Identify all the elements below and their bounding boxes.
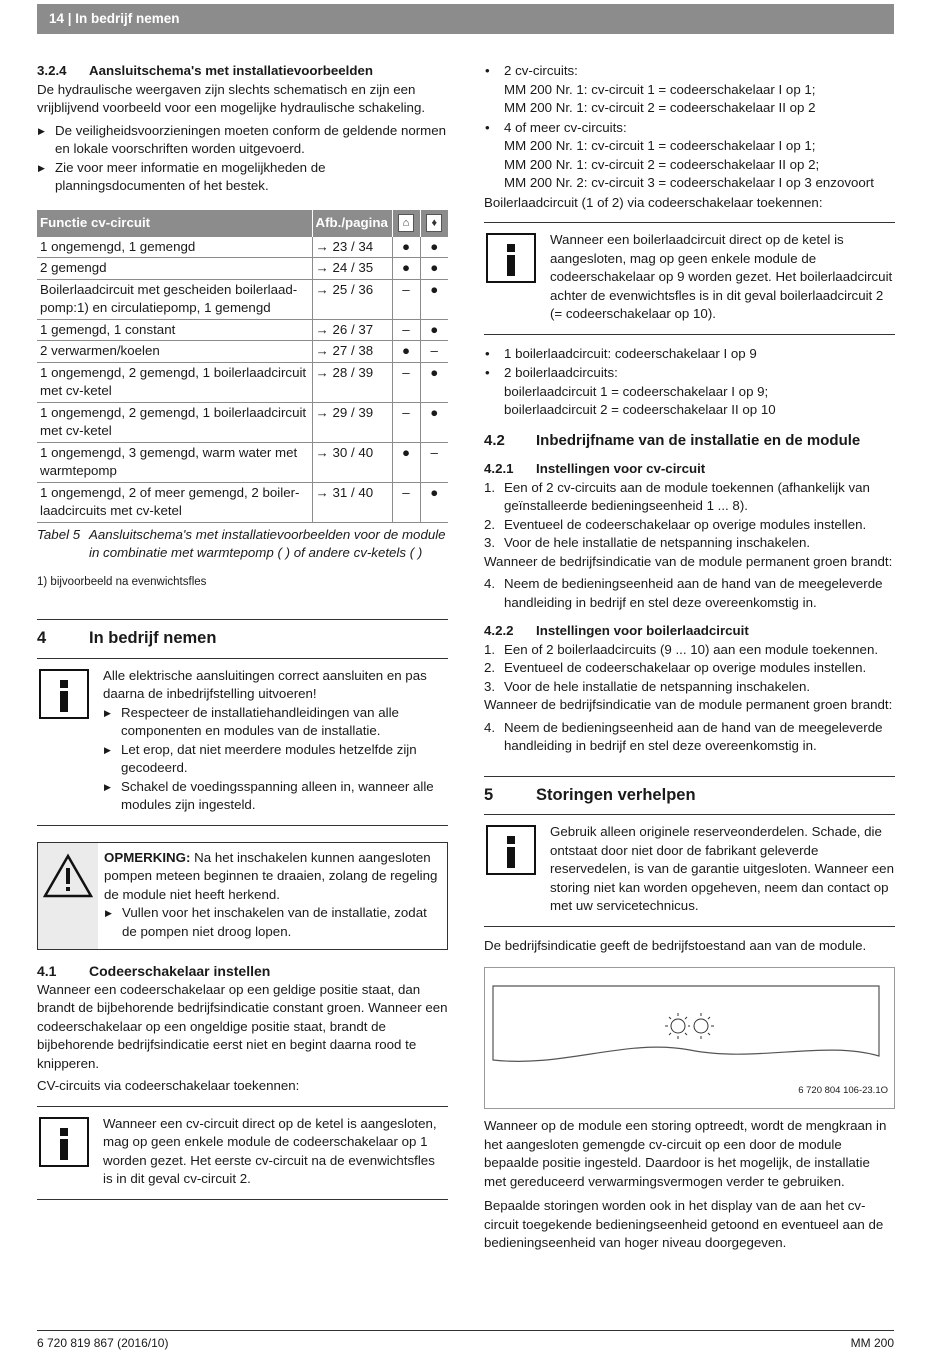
section-4-1-text: Wanneer een codeerschakelaar op een geldige positie staat, dan brandt de bijbehorende bedrijfsindicatie constant groen. Wanneer een codeerschakelaar op een ongeldige positie staat, brandt de bijbehorende bedrijfsindicatie eerst niet en begint daarna rood te knipperen.	[37, 981, 448, 1071]
section-5-heading: 5 Storingen verhelpen	[484, 785, 696, 804]
section-5-text1: De bedrijfsindicatie geeft de bedrijfstoestand aan van de module.	[484, 937, 867, 953]
flame-icon: ♦	[426, 214, 442, 232]
figure-code: 6 720 804 106-23.1O	[798, 1084, 888, 1096]
list-item: • 1 boilerlaadcircuit: codeerschakelaar I op 9	[484, 345, 895, 364]
left-column	[37, 62, 448, 1200]
list-item: 4. Neem de bedieningseenheid aan de hand van de meegeleverde handleiding in bedrijf en stel deze overeenkomstig in.	[484, 719, 883, 753]
col-header-function: Functie cv-circuit	[37, 210, 312, 237]
cv-circuit-list	[484, 62, 895, 193]
section-5-text3: Bepaalde storingen worden ook in het display van de aan het cv-circuit toegekende bedieningseenheid getoond en eventueel aan de bedieningseenheid van hoger niveau doorgegeven.	[484, 1198, 884, 1250]
section-4-1-text2: CV-circuits via codeerschakelaar toekennen:	[37, 1078, 300, 1093]
connection-schema-table	[37, 210, 448, 523]
boiler-intro: Boilerlaadcircuit (1 of 2) via codeerschakelaar toekennen:	[484, 194, 823, 210]
list-item: 2. Eventueel de codeerschakelaar op overige modules instellen.	[484, 660, 867, 675]
table-row: 1 ongemengd, 3 gemengd, warm water met warmtepomp → 30 / 40 ● –	[37, 442, 448, 482]
table-row: Boilerlaadcircuit met gescheiden boilerlaad-pomp:1) en circulatiepomp, 1 gemengd → 25 / 36 – ●	[37, 279, 448, 319]
section-3-2-4-intro: De hydraulische weergaven zijn slechts schematisch en zijn een vrijblijvend voorbeeld voor een mogelijke hydraulische schakeling.	[37, 81, 426, 115]
warning-note: OPMERKING: Na het inschakelen kunnen aangesloten pompen meteen beginnen te draaien, zolang de regeling de module niet heeft herkend. ▶ Vullen voor het inschakelen van de installatie, zodat de pompen niet droog lopen.	[37, 842, 448, 951]
list-item: 2. Eventueel de codeerschakelaar op overige modules instellen.	[484, 516, 867, 532]
section-5-text2: Wanneer op de module een storing optreedt, wordt de mengkraan in het aangesloten gemengde cv-circuit op een door de module bepaalde positie ingesteld. Daardoor is het mogelijk, de installatie met gereduceerd verwarmingsvermogen verder te gebruiken.	[484, 1118, 887, 1189]
section-4-2-2-steps	[484, 641, 895, 697]
list-item: ▶ Vullen voor het inschakelen van de installatie, zodat de pompen niet droog lopen.	[104, 904, 441, 941]
footer-product: MM 200	[850, 1336, 894, 1350]
table-row: 2 verwarmen/koelen → 27 / 38 ● –	[37, 341, 448, 363]
section-4-2-2-heading: 4.2.2 Instellingen voor boilerlaadcircuit	[484, 623, 749, 638]
list-item: 1. Een of 2 cv-circuits aan de module toekennen (afhankelijk van geïnstalleerde bedieningseenheid 1 ... 8).	[484, 479, 870, 513]
list-item: • 2 cv-circuits: MM 200 Nr. 1: cv-circuit 1 = codeerschakelaar I op 1; MM 200 Nr. 1: cv-circuit 2 = codeerschakelaar II op 2	[484, 62, 895, 118]
info-icon	[39, 669, 89, 719]
list-item: 1. Een of 2 boilerlaadcircuits (9 ... 10) aan een module toekennen.	[484, 641, 879, 657]
section-4-2-1-heading: 4.2.1 Instellingen voor cv-circuit	[484, 461, 706, 476]
footer-doc-number: 6 720 819 867 (2016/10)	[37, 1336, 169, 1350]
section-4-2-1-steps	[484, 479, 895, 553]
list-item: ▶ De veiligheidsvoorzieningen moeten conform de geldende normen en lokale voorschriften worden uitgevoerd.	[37, 122, 448, 159]
table-footnote: 1) bijvoorbeeld na evenwichtsfles	[37, 575, 207, 588]
table-row: 1 ongemengd, 2 of meer gemengd, 2 boiler-laadcircuits met cv-ketel → 31 / 40 – ●	[37, 482, 448, 522]
list-item: ▶ Zie voor meer informatie en mogelijkheden de planningsdocumenten of het bestek.	[37, 159, 448, 196]
table-row: 1 ongemengd, 2 gemengd, 1 boilerlaadcircuit met cv-ketel → 29 / 39 – ●	[37, 402, 448, 442]
list-item: • 2 boilerlaadcircuits: boilerlaadcircuit 1 = codeerschakelaar I op 9; boilerlaadcircuit 2 = codeerschakelaar II op 10	[484, 364, 895, 420]
list-item: ▶ Let erop, dat niet meerdere modules hetzelfde zijn gecodeerd.	[103, 741, 448, 778]
section-4-1-heading: 4.1 Codeerschakelaar instellen	[37, 963, 271, 979]
list-item: 3. Voor de hele installatie de netspanning inschakelen.	[484, 535, 811, 550]
info-note: Gebruik alleen originele reserveonderdelen. Schade, die ontstaat door niet door de fabrikant geleverde reservedelen, is van de garantie uitgesloten. Wanneer een storing niet kan worden opgeheven, neem dan contact op met uw servicetechnicus.	[484, 814, 895, 927]
section-4-2-heading: 4.2 Inbedrijfname van de installatie en de module	[484, 431, 861, 449]
section-3-2-4-bullets	[37, 122, 448, 196]
col-header-page: Afb./pagina	[312, 210, 392, 237]
table-row: 1 ongemengd, 2 gemengd, 1 boilerlaadcircuit met cv-ketel → 28 / 39 – ●	[37, 362, 448, 402]
section-4-heading: 4 In bedrijf nemen	[37, 629, 217, 647]
section-3-2-4-heading: 3.2.4 Aansluitschema's met installatievoorbeelden	[37, 63, 373, 78]
table-row: 1 gemengd, 1 constant → 26 / 37 – ●	[37, 319, 448, 341]
module-status-figure	[484, 967, 895, 1109]
warning-icon	[43, 853, 93, 899]
info-note: Wanneer een cv-circuit direct op de ketel is aangesloten, mag op geen enkele module de codeerschakelaar op 1 worden gezet. Het eerste cv-circuit na de evenwichtsfles is in dit geval cv-circuit 2.	[37, 1106, 448, 1200]
list-item: • 4 of meer cv-circuits: MM 200 Nr. 1: cv-circuit 1 = codeerschakelaar I op 1; MM 200 Nr. 1: cv-circuit 2 = codeerschakelaar II op 2; MM 200 Nr. 2: cv-circuit 3 = codeerschakelaar I op 3 enzovoort	[484, 119, 895, 193]
heat-pump-icon: ⌂	[398, 214, 414, 232]
info-icon	[486, 825, 536, 875]
list-item: ▶ Schakel de voedingsspanning alleen in, wanneer alle modules zijn ingesteld.	[103, 778, 448, 815]
list-item: 4. Neem de bedieningseenheid aan de hand van de meegeleverde handleiding in bedrijf en stel deze overeenkomstig in.	[484, 576, 883, 610]
info-icon	[39, 1117, 89, 1167]
page-header: 14 | In bedrijf nemen	[37, 4, 894, 34]
table-caption: Tabel 5 Aansluitschema's met installatievoorbeelden voor de module in combinatie met warmtepomp ( ) of andere cv-ketels ( )	[37, 526, 446, 560]
list-item: 3. Voor de hele installatie de netspanning inschakelen.	[484, 678, 811, 694]
table-row: 2 gemengd → 24 / 35 ● ●	[37, 258, 448, 280]
right-column: • 2 cv-circuits: MM 200 Nr. 1: cv-circuit 1 = codeerschakelaar I op 1; MM 200 Nr. 1: cv-circuit 2 = codeerschakelaar II op 2 • 4 of meer cv-circuits: MM 200 Nr. 1: cv-circuit 1 = codeerschakelaar I op 1; MM 200 Nr. 1: cv-circuit 2 = codeerschakelaar II op 2; MM 200 Nr. 2: cv-circuit 3 = codeerschakelaar I op 3 enzovoort Boilerlaadcircuit (1 of 2) via codeerschakelaar toekennen: Wanneer een boilerlaadcircuit direct op de ketel is aangesloten, mag op geen enkele module de codeerschakelaar op 9 worden gezet. Het boilerlaadcircuit achter de evenwichtsfles is in dit geval boilerlaadcircuit 2 (= codeerschakelaar op 10). • 1 boilerlaadcircuit: codeerschakelaar I op 9 • 2 boilerlaadcircuits: boilerlaadcircuit 1 = codeerschakelaar I op 9; boilerlaadcircuit 2 = codeerschakelaar II op 10 4.2 Inbedrijfname van de installatie en de module 4.2.1 Instellingen voor cv-circuit 1. Een of 2 cv-circuits aan de module toekennen (afhankelijk van geïnstalleerde bedieningseenheid 1 ... 8). 2. Eventueel de codeerschakelaar op overige modules instellen. 3. Voor de hele installatie de netspanning inschakelen. Wanneer de bedrijfsindicatie van de module permanent groen brandt: 4. Neem de bedieningseenheid aan de hand van de meegeleverde handleiding in bedrijf en stel deze overeenkomstig in. 4.2.2 Instellingen voor boilerlaadcircuit 1. Een of 2 boilerlaadcircuits (9 ... 10) aan een module toekennen. 2. Eventueel de codeerschakelaar op overige modules instellen. 3. Voor de hele installatie de netspanning inschakelen. Wanneer de bedrijfsindicatie van de module permanent groen brandt: 4. Neem de bedieningseenheid aan de hand van de meegeleverde handleiding in bedrijf en stel deze overeenkomstig in. 5 Storingen verhelpen Gebruik alleen originele reserveonderdelen. Schade, die ontstaat door niet door de fabrikant geleverde reservedelen, is van de garantie uitgesloten. Wanneer een storing niet kan worden opgeheven, neem dan contact op met uw servicetechnicus. De bedrijfsindicatie geeft de bedrijfstoestand aan van de module. 6 720 804 106-23.1O Wanneer op de module een storing optreedt, wordt de mengkraan in het aangesloten gemengde cv-circuit op een door de module bepaalde positie ingesteld. Daardoor is het mogelijk, de installatie met gereduceerd verwarmingsvermogen verder te gebruiken. Bepaalde storingen worden ook in het display van de aan het cv-circuit toegekende bedieningseenheid getoond en eventueel aan de bedieningseenheid van hoger niveau doorgegeven.	[484, 62, 895, 1257]
table-row: 1 ongemengd, 1 gemengd → 23 / 34 ● ●	[37, 237, 448, 258]
info-note: Alle elektrische aansluitingen correct aansluiten en pas daarna de inbedrijfstelling uitvoeren! ▶ Respecteer de installatiehandleidingen van alle componenten en modules van de installatie. ▶ Let erop, dat niet meerdere modules hetzelfde zijn gecodeerd. ▶ Schakel de voedingsspanning alleen in, wanneer alle modules zijn ingesteld.	[37, 658, 448, 826]
list-item: ▶ Respecteer de installatiehandleidingen van alle componenten en modules van de installatie.	[103, 704, 448, 741]
boiler-circuit-list	[484, 345, 895, 420]
info-note: Wanneer een boilerlaadcircuit direct op de ketel is aangesloten, mag op geen enkele module de codeerschakelaar op 9 worden gezet. Het boilerlaadcircuit achter de evenwichtsfles is in dit geval boilerlaadcircuit 2 (= codeerschakelaar op 10).	[484, 222, 895, 335]
info-icon	[486, 233, 536, 283]
